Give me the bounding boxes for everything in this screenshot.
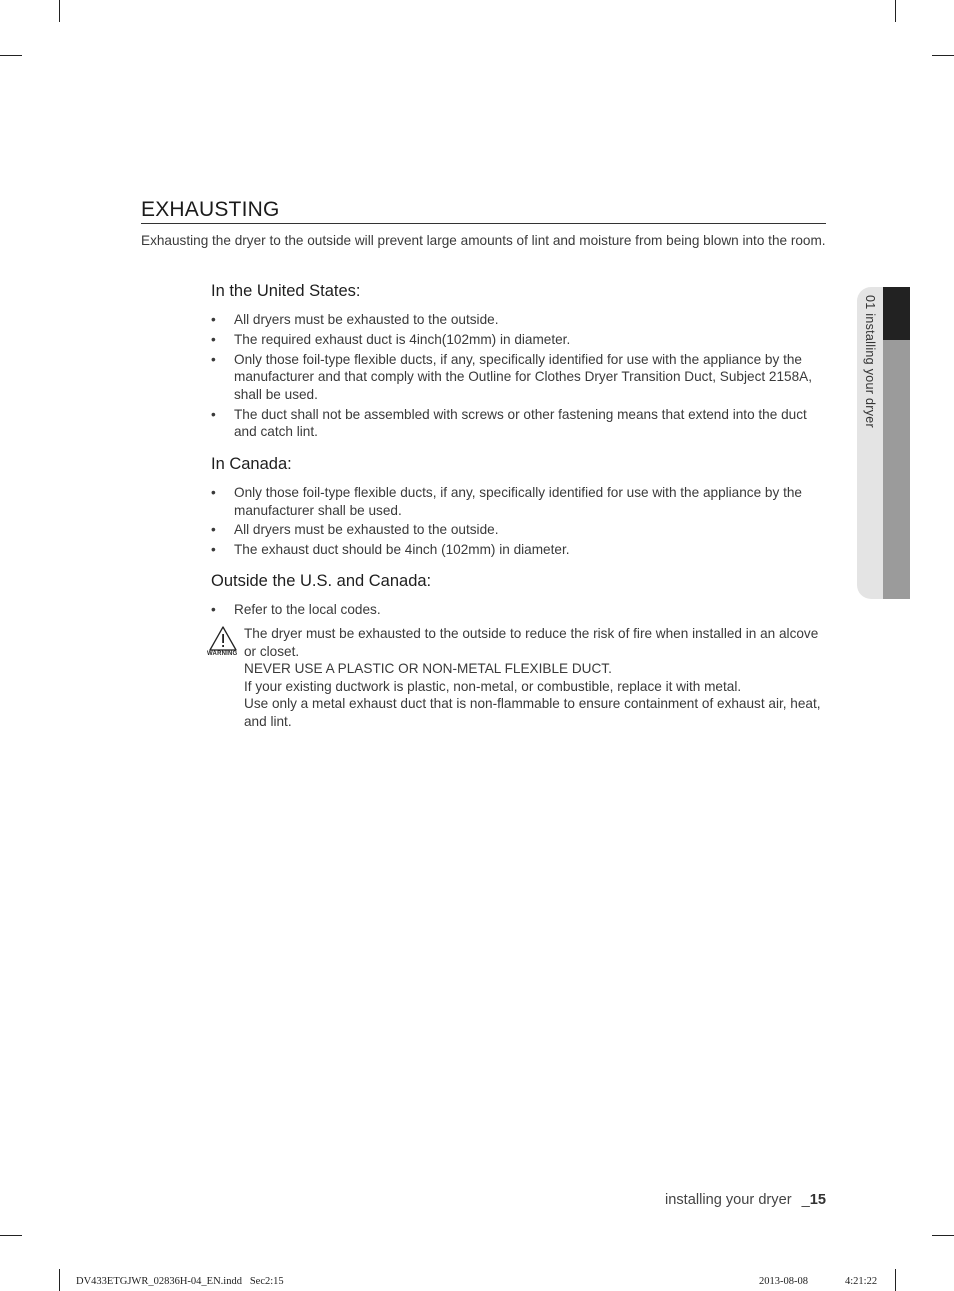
list-item: • Only those foil-type flexible ducts, if any, specifically identified for use with the appliance by the manufacturer and that comply with the Outline for Clothes Dryer Transition Duct, Subject 2158A, shall be used.: [211, 351, 813, 402]
warning-line: If your existing ductwork is plastic, non-metal, or combustible, replace it with metal.: [244, 678, 742, 694]
crop-mark: [59, 1269, 60, 1291]
section-heading: In the United States:: [211, 282, 361, 300]
intro-paragraph: Exhausting the dryer to the outside will prevent large amounts of lint and moisture from being blown into the room.: [141, 233, 826, 248]
list-item: • The duct shall not be assembled with screws or other fastening means that extend into the duct and catch lint.: [211, 406, 807, 440]
side-tab-label: 01 installing your dryer: [863, 295, 877, 428]
section-heading: In Canada:: [211, 455, 292, 473]
list-item: • The required exhaust duct is 4inch(102mm) in diameter.: [211, 331, 571, 347]
bullet-icon: •: [211, 406, 216, 422]
section-heading: Outside the U.S. and Canada:: [211, 572, 432, 590]
side-tab-marker: [883, 287, 910, 340]
bullet-list: [211, 601, 826, 619]
warning-line: NEVER USE A PLASTIC OR NON-METAL FLEXIBLE DUCT.: [244, 661, 612, 677]
bullet-icon: •: [211, 312, 216, 327]
section-outside-us-canada: [211, 571, 826, 621]
crop-mark: [895, 1269, 896, 1291]
print-slug-file: DV433ETGJWR_02836H-04_EN.indd Sec2:15: [76, 1276, 284, 1287]
crop-mark: [0, 55, 22, 56]
bullet-icon: •: [211, 351, 216, 367]
section-united-states: [211, 281, 826, 443]
warning-text: [244, 625, 825, 731]
list-item: • Only those foil-type flexible ducts, if any, specifically identified for use with the appliance by the manufacturer shall be used.: [211, 485, 802, 518]
warning-line: Use only a metal exhaust duct that is non-flammable to ensure containment of exhaust air, heat, and lint.: [244, 696, 821, 729]
footer-page-prefix: _: [801, 1192, 810, 1208]
crop-mark: [932, 55, 954, 56]
print-slug-date: 2013-08-08: [759, 1276, 808, 1287]
crop-mark: [0, 1235, 22, 1236]
crop-mark: [932, 1235, 954, 1236]
warning-icon: [205, 625, 243, 663]
bullet-icon: •: [211, 542, 216, 558]
crop-mark: [59, 0, 60, 22]
page-number: 15: [809, 1192, 826, 1208]
bullet-icon: •: [211, 602, 216, 617]
print-slug-time: 4:21:22: [845, 1276, 878, 1287]
section-canada: [211, 454, 826, 561]
bullet-icon: •: [211, 331, 216, 347]
footer-section-title: installing your dryer: [665, 1192, 792, 1208]
warning-label: WARNING: [207, 651, 238, 657]
page-title: EXHAUSTING: [141, 198, 826, 224]
bullet-list: [211, 484, 826, 559]
list-item: • Refer to the local codes.: [211, 602, 381, 617]
page-footer: [665, 1192, 826, 1208]
list-item: • All dryers must be exhausted to the outside.: [211, 312, 499, 327]
list-item: • The exhaust duct should be 4inch (102mm) in diameter.: [211, 542, 570, 558]
crop-mark: [895, 0, 896, 22]
bullet-list: [211, 311, 826, 441]
warning-line: The dryer must be exhausted to the outside to reduce the risk of fire when installed in an alcove or closet.: [244, 626, 819, 659]
bullet-icon: •: [211, 485, 216, 500]
list-item: • All dryers must be exhausted to the outside.: [211, 522, 499, 538]
bullet-icon: •: [211, 522, 216, 538]
chapter-side-tab: [857, 287, 910, 599]
